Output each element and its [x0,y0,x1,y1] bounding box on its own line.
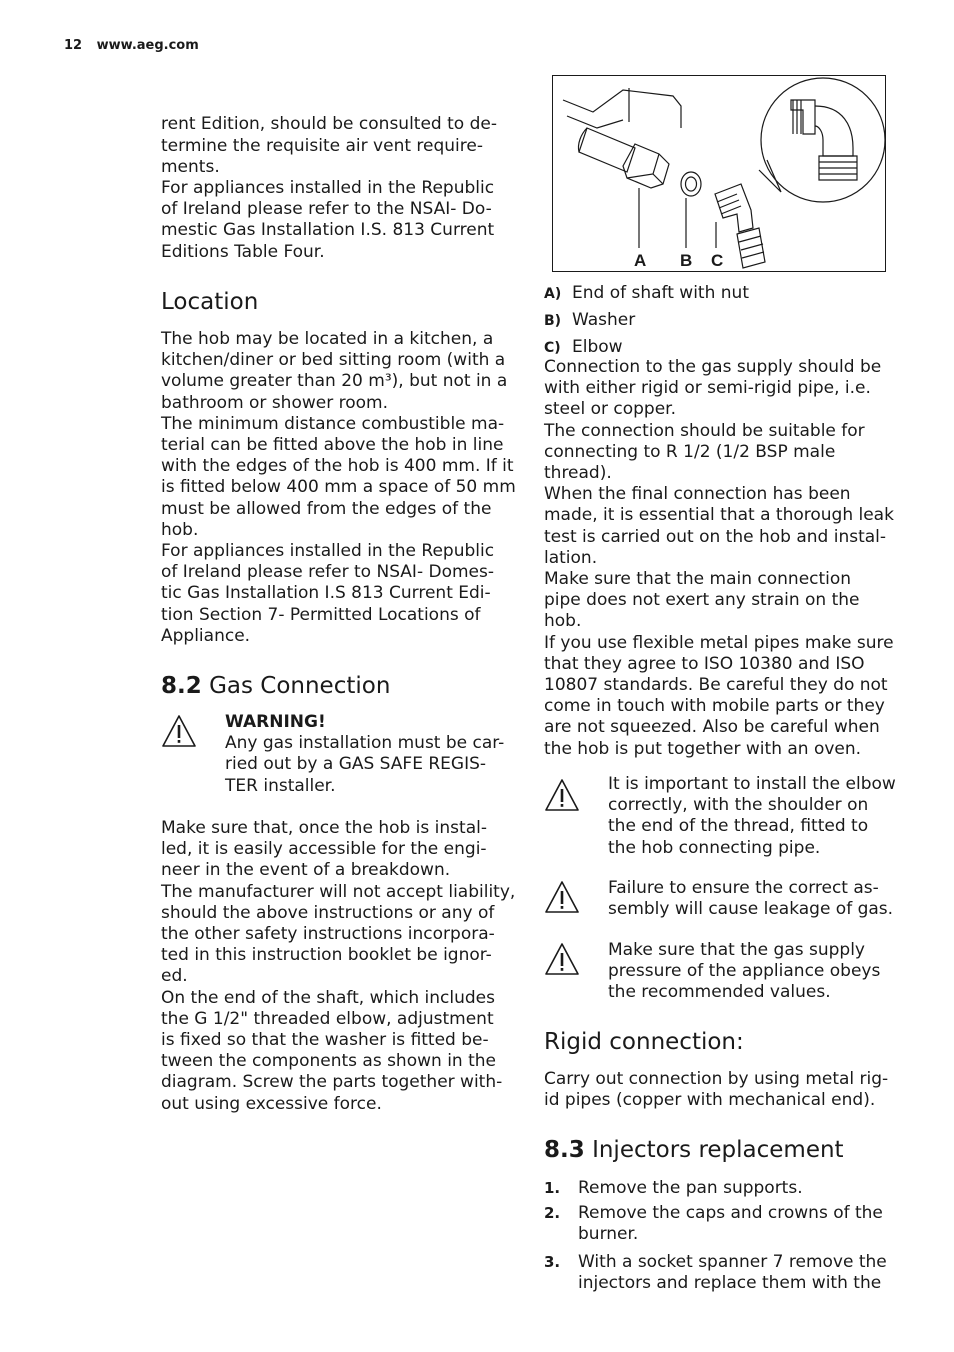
warning-title: WARNING! [225,712,326,732]
location-heading: Location [161,289,259,315]
location-line: For appliances installed in the Republic [161,541,495,562]
caution-line: correctly, with the shoulder on [608,795,869,816]
caution-line: It is important to install the elbow [608,774,896,794]
section-number: 8.3 [544,1137,585,1163]
intro-line: rent Edition, should be consulted to de- [161,114,497,135]
location-line: volume greater than 20 m³), but not in a [161,371,508,392]
caution-block [544,940,904,1004]
label-a: A [634,251,647,270]
body-line: The manufacturer will not accept liability, [161,881,516,902]
caution-line: Failure to ensure the correct as- [608,878,879,898]
caution-line: Make sure that the gas supply [608,940,865,960]
intro-line: termine the requisite air vent require- [161,135,483,156]
legend-text: Elbow [572,337,623,357]
rigid-line: id pipes (copper with mechanical end). [544,1090,876,1111]
legend-key: C) [544,340,561,356]
caution-block [544,878,904,920]
step-line: With a socket spanner 7 remove the [578,1251,887,1272]
body-line: should the above instructions or any of [161,902,495,923]
caution-line: sembly will cause leakage of gas. [608,899,894,920]
body-line: 10807 standards. Be careful they do not [544,675,888,696]
intro-line: mestic Gas Installation I.S. 813 Current [161,220,495,241]
gas-connection-text [161,818,521,1115]
caution-line: the hob connecting pipe. [608,837,821,858]
legend-item [544,337,904,359]
connection-diagram [552,75,886,272]
section-title: Injectors replacement [592,1137,844,1163]
intro-line: Editions Table Four. [161,241,325,262]
body-line: is fixed so that the washer is fitted be- [161,1030,489,1051]
body-line: neer in the event of a breakdown. [161,860,451,881]
section-number: 8.2 [161,673,202,699]
body-line: Connection to the gas supply should be [544,357,882,377]
warning-block [161,712,521,797]
location-line: must be allowed from the edges of the [161,498,492,519]
location-line: of Ireland please refer to NSAI- Domes- [161,562,494,583]
location-line: is fitted below 400 mm a space of 50 mm [161,477,516,498]
legend-item [544,283,904,310]
intro-line: of Ireland please refer to the NSAI- Do- [161,199,492,220]
step-line: burner. [578,1224,639,1245]
caution-line: the end of the thread, fitted to [608,816,869,837]
body-line: the hob is put together with an oven. [544,738,862,759]
location-line: with the edges of the hob is 400 mm. If it [161,456,514,477]
location-line: terial can be fitted above the hob in line [161,435,504,456]
legend-item [544,310,904,337]
step-number: 1. [544,1179,561,1197]
legend-key: A) [544,286,562,302]
location-line: hob. [161,519,199,540]
body-line: with either rigid or semi-rigid pipe, i.e. [544,378,871,399]
list-item [544,1252,904,1294]
warning-triangle-icon [544,880,580,914]
step-line: injectors and replace them with the [578,1272,882,1293]
rigid-line: Carry out connection by using metal rig- [544,1069,889,1089]
body-line: hob. [544,611,582,632]
left-intro [161,72,521,263]
steps-list [544,1178,904,1294]
location-text [161,329,521,647]
body-line: The connection should be suitable for [544,420,865,441]
caution-line: the recommended values. [608,982,831,1003]
section-title: Gas Connection [209,673,391,699]
caution-block [544,774,904,859]
body-line: made, it is essential that a thorough leak [544,505,894,526]
legend-key: B) [544,313,562,329]
page-number: 12 [64,38,83,53]
location-line: tion Section 7- Permitted Locations of [161,604,481,625]
elbow-assembly-illustration [553,76,885,271]
list-item [544,1178,904,1199]
body-line: steel or copper. [544,399,676,420]
body-line: come in touch with mobile parts or they [544,696,885,717]
site-url: www.aeg.com [96,38,199,53]
body-line: ted in this instruction booklet be ignor- [161,945,492,966]
warning-line: ried out by a GAS SAFE REGIS- [225,754,487,775]
body-line: If you use flexible metal pipes make sure [544,632,894,653]
location-line: kitchen/diner or bed sitting room (with a [161,350,506,371]
label-b: B [680,251,693,270]
legend-text: Washer [572,310,636,330]
location-line: Appliance. [161,625,251,646]
rigid-connection-text [544,1069,904,1111]
page-header [64,38,199,53]
intro-line: For appliances installed in the Republic [161,178,495,199]
location-line: tic Gas Installation I.S 813 Current Edi- [161,583,491,604]
step-line: Remove the pan supports. [578,1178,803,1198]
body-line: the other safety instructions incorpora- [161,924,495,945]
body-line: connecting to R 1/2 (1/2 BSP male [544,441,836,462]
body-line: tween the components as shown in the [161,1051,496,1072]
step-number: 3. [544,1252,561,1271]
list-item [544,1203,904,1245]
right-body-text [544,357,904,760]
warning-triangle-icon [544,942,580,976]
warning-triangle-icon [544,778,580,812]
body-line: Make sure that, once the hob is instal- [161,818,487,838]
step-number: 2. [544,1204,561,1223]
body-line: ed. [161,966,188,987]
body-line: out using excessive force. [161,1093,382,1114]
location-line: bathroom or shower room. [161,392,388,413]
body-line: pipe does not exert any strain on the [544,590,860,611]
warning-line: TER installer. [225,775,336,796]
caution-line: pressure of the appliance obeys [608,961,881,982]
body-line: diagram. Screw the parts together with- [161,1072,503,1093]
location-line: The hob may be located in a kitchen, a [161,329,494,349]
body-line: Make sure that the main connection [544,569,852,590]
body-line: thread). [544,463,612,484]
body-line: the G 1/2" threaded elbow, adjustment [161,1008,494,1029]
legend-text: End of shaft with nut [572,283,749,303]
intro-line: ments. [161,156,220,177]
body-line: test is carried out on the hob and instal- [544,526,887,547]
gas-connection-heading [161,672,390,700]
injectors-heading [544,1136,844,1164]
rigid-connection-heading: Rigid connection: [544,1029,744,1055]
step-line: Remove the caps and crowns of the [578,1203,883,1224]
body-line: On the end of the shaft, which includes [161,987,495,1008]
body-line: lation. [544,547,598,568]
location-line: The minimum distance combustible ma- [161,413,505,434]
warning-triangle-icon [161,714,197,748]
body-line: are not squeezed. Also be careful when [544,717,880,738]
body-line: that they agree to ISO 10380 and ISO [544,653,865,674]
label-c: C [711,251,724,270]
figure-legend [544,283,904,359]
body-line: When the final connection has been [544,484,851,505]
body-line: led, it is easily accessible for the engi- [161,839,487,860]
warning-line: Any gas installation must be car- [225,733,505,754]
